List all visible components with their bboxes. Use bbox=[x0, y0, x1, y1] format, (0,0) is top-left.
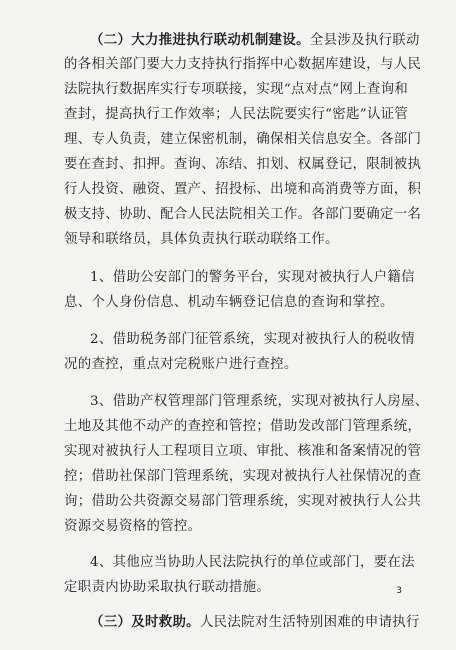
text-line: 要在查封、扣押。查询、冻结、扣划、权属登记，限制被执 bbox=[64, 157, 422, 172]
text-line: 1、借助公安部门的警务平台，实现对被执行人户籍信 bbox=[90, 270, 415, 285]
text-line: 定职责内协助采取执行联动措施。 bbox=[64, 580, 271, 595]
section-heading: （二）大力推进执行联动机制建设。 bbox=[90, 32, 310, 48]
text-line: 法院执行数据库实行专项联接，实现“点对点”网上查询和 bbox=[64, 82, 409, 97]
text-line: 控；借助社保部门管理系统，实现对被执行人社保情况的查 bbox=[64, 469, 422, 484]
text-line: 行人投资、融资、置产、招投标、出境和高消费等方面，积 bbox=[64, 182, 422, 197]
text-line: 息、个人身份信息、机动车辆登记信息的查询和掌控。 bbox=[64, 295, 394, 310]
text-line: 4、其他应当协助人民法院执行的单位或部门，要在法 bbox=[90, 555, 415, 570]
line-text: 人民法院对生活特别困难的申请执行 bbox=[199, 615, 420, 630]
text-line bbox=[90, 614, 420, 631]
page-number: 3 bbox=[396, 586, 402, 596]
text-line: 领导和联络员，具体负责执行联动联络工作。 bbox=[64, 232, 339, 247]
text-line: 理、专人负责，建立保密机制，确保相关信息安全。各部门 bbox=[64, 132, 422, 147]
text-line: 极支持、协助、配合人民法院相关工作。各部门要确定一名 bbox=[64, 207, 422, 222]
text-line: 2、借助税务部门征管系统，实现对被执行人的税收情 bbox=[90, 332, 415, 347]
text-line: 查封，提高执行工作效率；人民法院要实行“密匙”认证管 bbox=[64, 107, 409, 122]
text-line: 况的查控，重点对完税账户进行查控。 bbox=[64, 357, 298, 372]
text-line: 土地及其他不动产的查控和管控；借助发改部门管理系统， bbox=[64, 419, 422, 434]
text-line: 实现对被执行人工程项目立项、审批、核准和备案情况的管 bbox=[64, 444, 422, 459]
text-line: 3、借助产权管理部门管理系统，实现对被执行人房屋、 bbox=[90, 394, 429, 409]
line-text: 全县涉及执行联动 bbox=[309, 33, 420, 48]
text-line: 资源交易资格的管控。 bbox=[64, 519, 202, 534]
text-line: 的各相关部门要大力支持执行指挥中心数据库建设，与人民 bbox=[64, 57, 422, 72]
text-line bbox=[90, 32, 420, 49]
section-heading: （三）及时救助。 bbox=[90, 614, 200, 630]
text-line: 询；借助公共资源交易部门管理系统，实现对被执行人公共 bbox=[64, 494, 422, 509]
